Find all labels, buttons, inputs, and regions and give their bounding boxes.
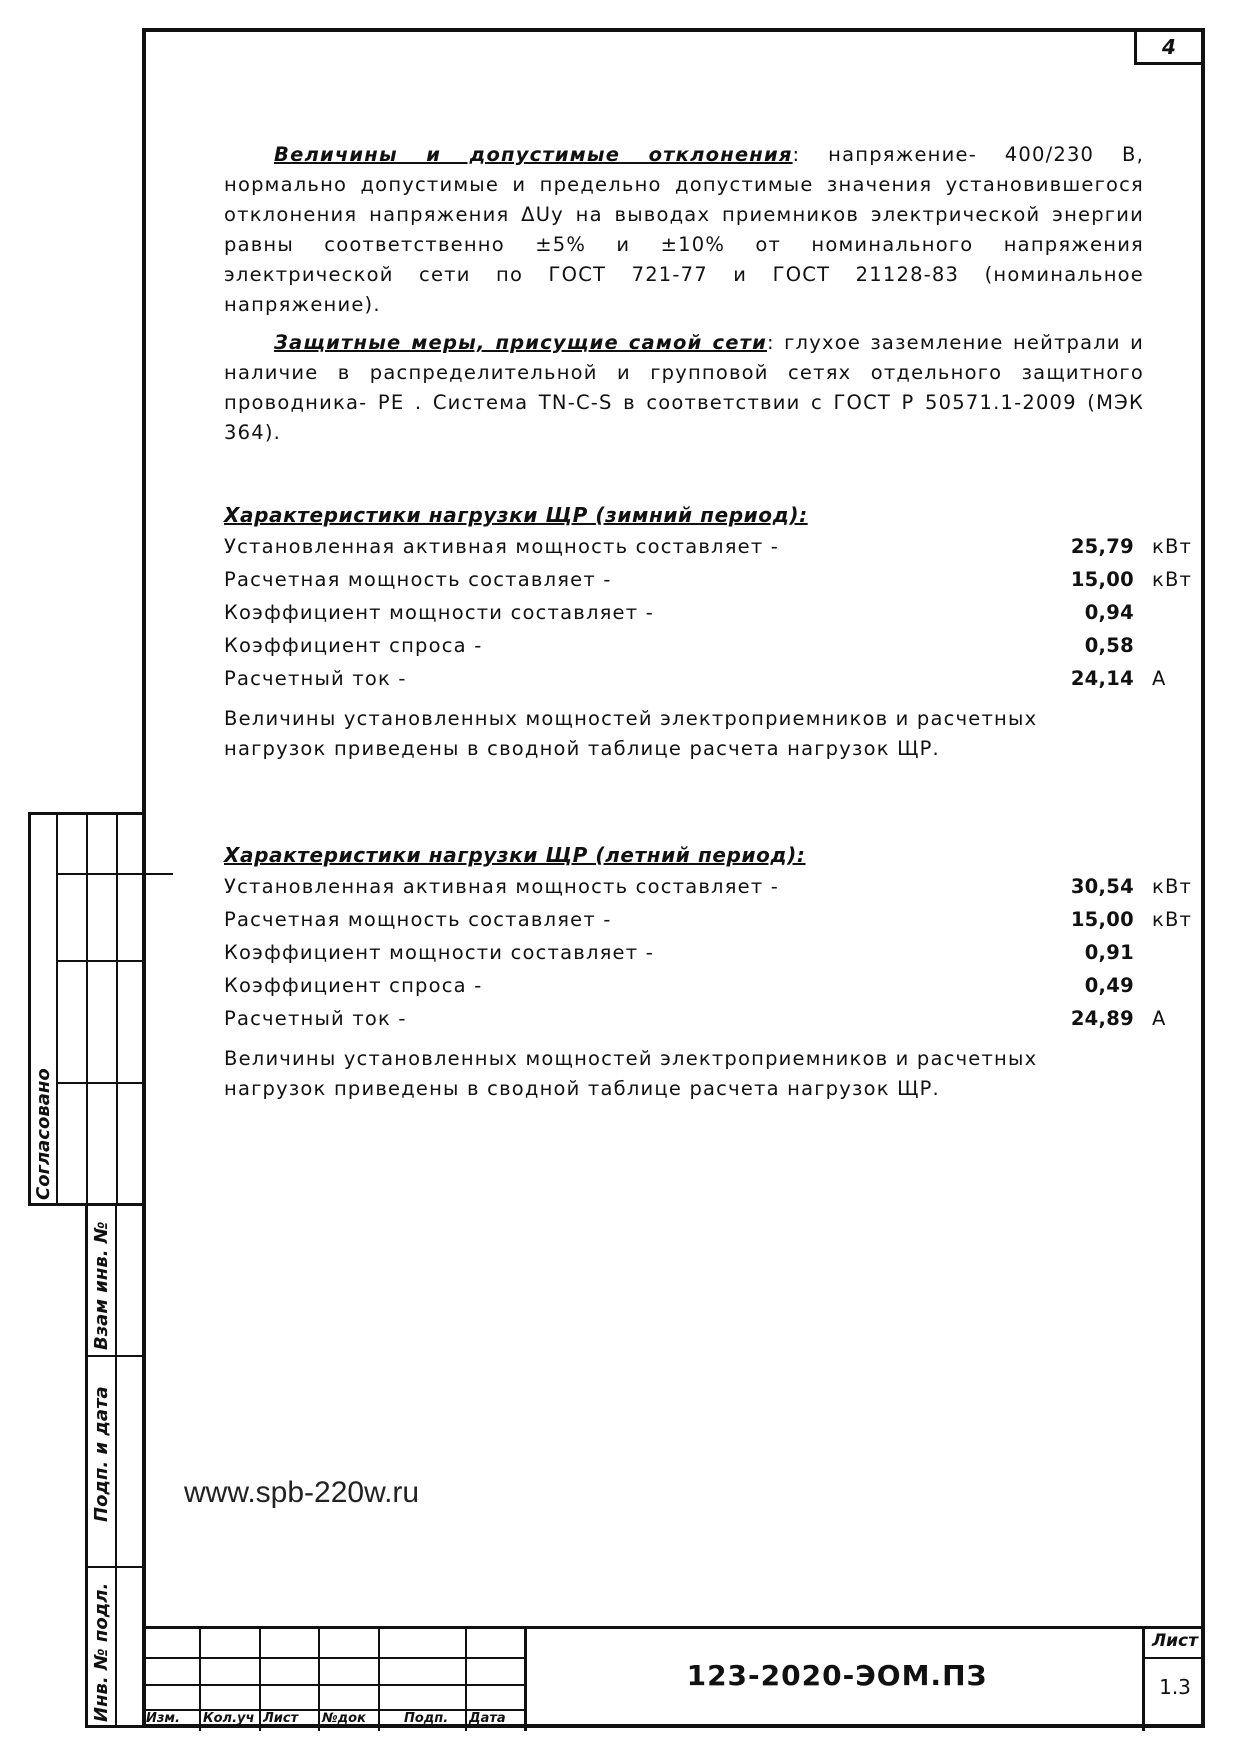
row-name: Расчетный ток -	[224, 1007, 407, 1030]
row-value: 30,54	[1070, 875, 1134, 898]
row-value: 15,00	[1070, 908, 1134, 931]
row-name: Коэффициент мощности составляет -	[224, 941, 654, 964]
document-code: 123-2020-ЭОМ.ПЗ	[686, 1659, 988, 1692]
winter-note: Величины установленных мощностей электроприемников и расчетных нагрузок приведены в сводной таблице расчета нагрузок ЩР.	[224, 707, 1038, 760]
row-name: Коэффициент спроса -	[224, 634, 483, 657]
row-unit: А	[1152, 667, 1167, 690]
replace-inv-label: Взам инв. №	[91, 1221, 112, 1350]
row-name: Установленная активная мощность составляет -	[224, 875, 780, 898]
row-value: 0,91	[1084, 941, 1134, 964]
winter-row	[224, 634, 1134, 666]
row-name: Расчетная мощность составляет -	[224, 568, 612, 591]
summer-title: Характеристики нагрузки ЩР (летний период):	[224, 843, 806, 867]
hdr-sheet: Лист	[263, 1711, 299, 1726]
hdr-qty: Кол.уч	[203, 1711, 255, 1726]
row-value: 24,89	[1070, 1007, 1134, 1030]
protection-text: : глухое заземление нейтрали и наличие в распределительной и групповой сетях отдельного защитного проводника- PE . Система TN-C-S в соответствии с ГОСТ Р 50571.1-2009 (МЭК 364).	[224, 331, 1144, 444]
row-name: Коэффициент спроса -	[224, 974, 483, 997]
row-value: 0,94	[1084, 601, 1134, 624]
hdr-docnum: №док	[322, 1711, 366, 1726]
summer-row	[224, 1007, 1167, 1039]
revision-grid	[142, 1629, 524, 1731]
deviation-label: Величины и допустимые отклонения	[274, 143, 793, 166]
deviation-paragraph	[224, 140, 1144, 320]
page-number: 4	[1134, 32, 1201, 65]
winter-row	[224, 601, 1134, 633]
hdr-date: Дата	[469, 1711, 506, 1726]
deviation-text: : напряжение- 400/230 В, нормально допустимые и предельно допустимые значения установившегося отклонения напряжения ΔUу на выводах приемников электрической энергии равны соответственно ±5% и ±10% от номинального напряжения электрической сети по ГОСТ 721-77 и ГОСТ 21128-83 (номинальное напряжение).	[224, 143, 1144, 316]
row-name: Коэффициент мощности составляет -	[224, 601, 654, 624]
winter-row	[224, 535, 1193, 567]
sheet-number: 1.3	[1159, 1675, 1191, 1699]
row-unit: кВт	[1152, 875, 1193, 898]
protection-paragraph	[224, 328, 1144, 448]
sheet-cell	[1142, 1629, 1205, 1731]
row-unit: кВт	[1152, 568, 1193, 591]
agreed-label: Согласовано	[33, 1068, 54, 1200]
row-name: Установленная активная мощность составляет -	[224, 535, 780, 558]
row-name: Расчетная мощность составляет -	[224, 908, 612, 931]
summer-row	[224, 908, 1193, 940]
winter-row	[224, 667, 1167, 699]
hdr-rev: Изм.	[146, 1711, 180, 1726]
row-value: 15,00	[1070, 568, 1134, 591]
sign-date-label: Подп. и дата	[91, 1386, 112, 1522]
winter-title: Характеристики нагрузки ЩР (зимний период):	[224, 503, 808, 527]
summer-row	[224, 974, 1134, 1006]
row-value: 0,49	[1084, 974, 1134, 997]
summer-note: Величины установленных мощностей электроприемников и расчетных нагрузок приведены в сводной таблице расчета нагрузок ЩР.	[224, 1047, 1038, 1100]
row-unit: кВт	[1152, 908, 1193, 931]
row-value: 24,14	[1070, 667, 1134, 690]
website-link[interactable]: www.spb-220w.ru	[184, 1476, 420, 1509]
protection-label: Защитные меры, присущие самой сети	[274, 331, 767, 354]
row-unit: кВт	[1152, 535, 1193, 558]
row-unit: А	[1152, 1007, 1167, 1030]
row-name: Расчетный ток -	[224, 667, 407, 690]
summer-row	[224, 941, 1134, 973]
inv-orig-label: Инв. № подл.	[91, 1582, 112, 1722]
row-value: 0,58	[1084, 634, 1134, 657]
row-value: 25,79	[1070, 535, 1134, 558]
title-block	[142, 1626, 1205, 1731]
summer-row	[224, 875, 1193, 907]
hdr-sign: Подп.	[404, 1711, 449, 1726]
sheet-label: Лист	[1152, 1631, 1198, 1651]
winter-row	[224, 568, 1193, 600]
